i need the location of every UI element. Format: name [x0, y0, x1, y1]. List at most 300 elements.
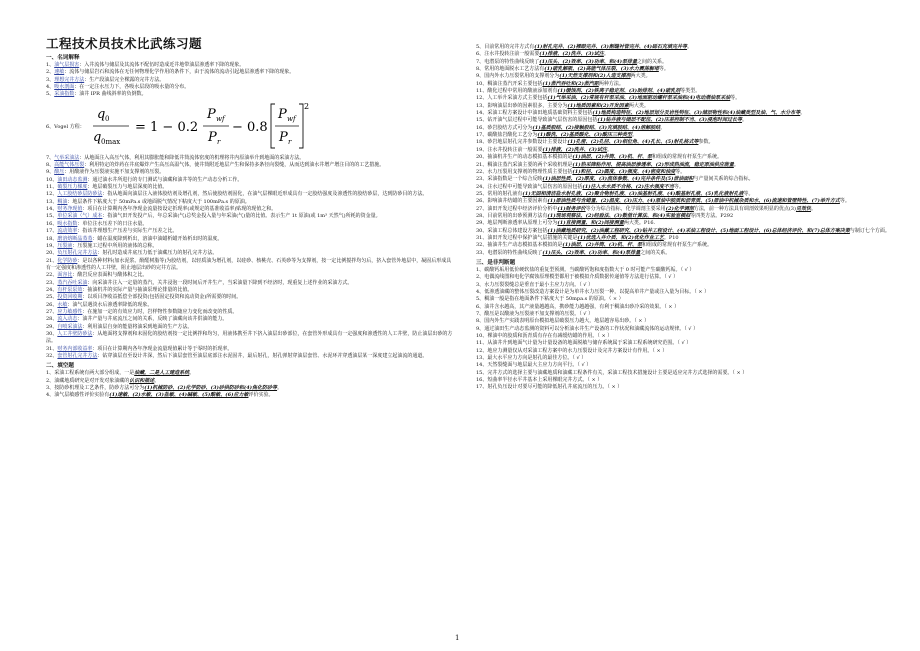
bracket-left — [271, 104, 275, 148]
qmax-denom: q — [92, 129, 102, 145]
pwf-sub: wf — [215, 114, 225, 123]
judge-answer: （ × ） — [732, 369, 748, 376]
question-text: 和组成的常规有杆泵生产系统。 — [652, 154, 723, 161]
question-text: 通过油田生产动态监测的资料可以分析油水井生产设备的工作状况和油藏流体的运动规律。 — [484, 325, 685, 332]
term-definition: ：油井产量与井底流压之间的关系，反映了油藏向该井供油的能力。 — [77, 316, 228, 323]
question-text: 与产量间关系的综合指标。 — [693, 176, 754, 183]
question-text: 影响油层出砂的因素很多，主要分为 — [487, 102, 568, 109]
term-name: 投资回收期 — [57, 294, 83, 301]
question-text: 短曲率半径水平井基本上采用裸眼完井方式。 — [487, 377, 588, 384]
fill-item — [476, 242, 896, 249]
question-text: 砂岩地层射孔完井参数设计主要设计 — [487, 139, 568, 146]
item-number: 11、 — [476, 88, 488, 95]
answer-text: (1)注入水水质不合格、(2)注水强度不当 — [582, 183, 674, 190]
item-number: 6、 — [476, 303, 485, 310]
item-number: 3、 — [46, 76, 55, 83]
term-definition: ：地层条件下粘度大于 50mPa.s 或地面脱气情况下粘度大于 100mPa.s 的原油。 — [67, 198, 250, 205]
item-number: 9、 — [476, 73, 485, 80]
term-name: 面容比 — [57, 272, 73, 279]
question-text: 和组成的常规有杆泵生产系统。 — [642, 242, 713, 249]
term-item — [46, 280, 456, 287]
formula-svg — [89, 100, 309, 154]
judge-item — [476, 296, 896, 303]
question-text: 完井方式的选择主要与油藏地质和油藏工程条件有关，采油工程技术措施设计主要是适应完井方式选择的需要。 — [487, 369, 733, 376]
judge-list — [476, 267, 896, 392]
term-definition: ：入井流体与储层及其流体不配伍时造成近井地带油层渗透率下降的现象。 — [79, 62, 245, 68]
fill-list-right — [476, 44, 896, 257]
term-definition: ：蜡在温度降到析出，溶油中油蜡析蜡开始析出时的温度。 — [92, 235, 223, 242]
item-number: 23、 — [476, 176, 488, 183]
question-text: 电潜泵的特性曲线反映了 — [484, 58, 540, 65]
judge-item — [476, 362, 896, 369]
term-definition: ：从地面注入高压气体，利用其膨胀能和降低井筒流体密度的机理将井内原油举升到地面的采油方法。 — [79, 154, 305, 161]
item-number: 16、 — [476, 377, 488, 384]
item-number: 24、 — [46, 286, 58, 293]
item-number: 32、 — [476, 242, 488, 249]
question-text: 按防砂机理及工艺条件，防砂方法可分为 — [54, 385, 145, 392]
term-definition: ：单位注水压差下的日注水量。 — [77, 220, 148, 227]
question-text: 油藏地质研究是对开发对象油藏的 — [54, 377, 130, 384]
page-title: 工程技术员技术比武练习题 — [46, 36, 203, 51]
term-definition: ：在一定注水压力下，各吸水层段的吸水量的分布。 — [74, 84, 190, 91]
q0-numer-sub: 0 — [104, 114, 110, 123]
question-text: 。 — [632, 132, 638, 139]
section-terms-heading: 一、名词解释 — [46, 55, 80, 61]
term-definition: ：压裂施工过程中所用的液体的总称。 — [72, 242, 158, 249]
judge-answer: （ √ ） — [577, 362, 592, 369]
question-text: 采油指数是一个综合反映 — [487, 176, 543, 183]
fill-item — [476, 103, 896, 110]
answer-text: (1)油层、(2)井筒、(3)机、杆、泵 — [562, 242, 643, 249]
judge-answer: （ × ） — [587, 377, 603, 384]
item-number: 14、 — [476, 362, 488, 369]
answer-text: (1)地质因素和(2)开发因素 — [567, 102, 629, 109]
judge-answer: （ × ） — [694, 289, 710, 295]
question-text: 等。 — [839, 198, 850, 205]
right-column — [476, 44, 896, 392]
term-item — [46, 272, 456, 279]
item-number: 26、 — [476, 198, 488, 205]
fill-item — [476, 206, 896, 213]
question-text: 注水井投转注前一般需要 — [487, 146, 543, 153]
item-number: 4、 — [46, 84, 55, 91]
judge-answer: （ × ） — [608, 296, 624, 303]
answer-text: (1)优选入井介质、和(2)优化作业工艺 — [577, 234, 664, 241]
question-text: 国内外生产实践表明原台模拟地层破裂压力越大，地层越容易出砂。 — [484, 318, 635, 325]
term-item — [46, 258, 456, 273]
question-text: 低渗透油藏的整体压裂改造方案设计是为单井水力压裂一种，以提高单井产量或注入量为目标。 — [484, 289, 695, 295]
term-name: 磨溶熔断晶蒸蒸 — [57, 235, 93, 242]
item-number: 16、 — [476, 124, 488, 131]
term-definition: ：向采油井注入一定量的蒸汽，关井浸泡一段时间后开井生产，当采油量下降到不经济时，现重复上述作业的采油方式。 — [87, 279, 353, 286]
question-text: 采油工程系统有两大部分组成，一是 — [54, 370, 135, 377]
pr-denom: P — [207, 129, 217, 145]
item-number: 7、 — [46, 154, 55, 161]
fill-item — [476, 184, 896, 191]
item-number: 17、 — [476, 132, 488, 139]
question-text: 酸压是以酸液为压裂液不加支撑剂的压裂。 — [484, 311, 580, 318]
item-number: 31、 — [476, 234, 488, 241]
question-text: 碳酸钙垢用低价硬软盐的重复型预测。当碳酸钙饱和度指数大于 0 时可能产生碳酸钙垢。 — [484, 266, 681, 273]
term-definition: ：项目在计算期内各年净现金流量现值累计等于零时的折现率。 — [92, 345, 233, 352]
fill-item — [476, 73, 896, 80]
item-number: 31、 — [46, 345, 58, 352]
question-text: 钻开油气层过程中可能导致油气层伤害的原因包括 — [487, 117, 598, 124]
item-number: 3、 — [476, 281, 485, 288]
answer-text: (1)热采降粘作用、提高油层渗透率、(2)形成热油流，稳定原油供应能量 — [572, 161, 734, 168]
item-number: 11、 — [476, 340, 488, 347]
question-text: 方法，前一种方法具有调剖效果明显的优点(3) — [693, 205, 796, 212]
question-text: 两大类。 — [628, 102, 649, 109]
item-number: 12、 — [476, 95, 488, 102]
question-text: 采油工程总体建设方案包括 — [487, 227, 548, 234]
question-text: 碳酸盐岩酸化工艺分为 — [487, 132, 538, 139]
judge-answer: （ √ ） — [664, 274, 679, 281]
answer-text: (1)气举采油、(2)常规有杆泵采油、(3)地面驱动螺杆泵采油和(4)电动潜油泵采油 — [547, 95, 731, 102]
bracket-right — [299, 104, 303, 148]
term-item — [46, 228, 456, 235]
term-name: 吸水指数 — [57, 220, 78, 227]
question-text: 之间的关系。 — [637, 58, 668, 65]
item-number: 15、 — [476, 117, 488, 124]
fill-item — [476, 162, 896, 169]
left-column — [46, 52, 456, 400]
fill-item — [476, 220, 896, 227]
section-fill-heading: 二、填空题 — [46, 363, 74, 370]
section-judge-heading: 三、是非判断题 — [476, 259, 516, 266]
question-text: 与制订七个方面。 — [849, 227, 890, 234]
fill-item — [476, 59, 896, 66]
pwf-sub-2: wf — [286, 114, 296, 123]
judge-item — [476, 274, 896, 281]
item-number: 29、 — [46, 323, 58, 330]
term-item — [46, 169, 456, 176]
answer-text: (1)油层、(2)井筒、(3)机、杆、泵 — [572, 154, 653, 161]
answer-text: (1)机械防砂、(2)化学防砂、(3)砂拱防砂和(4)焦化防砂等 — [144, 385, 278, 392]
item-number: 21、 — [476, 161, 488, 168]
answer-text: (1)速敏、(2)水敏、(3)盐敏、(4)碱敏、(5)酸敏、(6)应力敏 — [109, 392, 249, 399]
answer-text: (1)基质胶结、(2)接触胶结、(3)充填胶结、(4)溶解胶结 — [532, 124, 661, 131]
item-number: 15、 — [476, 369, 488, 376]
question-text: 。P10 — [663, 234, 679, 241]
item-number: 32、 — [46, 353, 58, 359]
answer-text: (1)财务评价 — [557, 205, 586, 212]
question-text: 等类型。 — [680, 88, 701, 95]
item-number: 1、 — [46, 370, 55, 377]
page-number: 1 — [455, 634, 460, 642]
pr-sub: r — [216, 137, 221, 146]
term-item — [46, 91, 456, 98]
question-text: 电潜泵的特性曲线反映了 — [487, 249, 543, 256]
question-text: 油井含水越高，其产液量越越高，携砂能力越越强，有利于稠油出砂冷采的效果。 — [484, 303, 665, 310]
item-number: 24、 — [476, 183, 488, 190]
pwf-numer: P — [206, 106, 216, 122]
question-text: 两种方法。 — [598, 80, 624, 87]
question-text: 水力压裂用支撑剂的物理性质主要包括 — [487, 168, 573, 175]
item-number: 6、 — [476, 51, 485, 58]
question-text: 稠油一般是指在地面条件下粘度大于 50mpa.s 的原油。 — [484, 296, 609, 303]
item-number: 30、 — [476, 227, 488, 234]
answer-text: (1)破乳解吸、(2)高能气体压裂、(3)水力震荡解堵 — [544, 66, 659, 73]
term-definition: ：通过油水井所进行的专门测试与油藏和油井等的生产动态分析工作。 — [87, 176, 243, 183]
term-name: 破裂压力梯度 — [57, 184, 88, 191]
question-text: 。 — [800, 110, 806, 117]
answer-text: (1)粒径、(2)圆度、(3)强度、(4)密度和浊度 — [572, 168, 676, 175]
item-number: 5、 — [46, 91, 55, 98]
item-number: 25、 — [476, 190, 488, 197]
question-text: 参数。 — [698, 139, 714, 146]
term-name: 蒸汽吞吐采油 — [57, 279, 88, 286]
item-number: 28、 — [476, 212, 488, 219]
item-number: 25、 — [46, 294, 58, 301]
term-definition: ：项目在计算期内各年净现金流量按设定折现率(或规定的基准收益率)贴现的现值之和。 — [82, 206, 277, 213]
question-text: 酸化过程中常用的酸液添加剂有 — [487, 88, 558, 95]
question-text: 等。 — [675, 168, 686, 175]
judge-answer: （ × ） — [597, 333, 613, 340]
term-name: 有杆泵泵效 — [57, 286, 83, 293]
question-text: 。 — [189, 370, 195, 377]
fill-item — [476, 51, 896, 58]
fill-item — [46, 378, 456, 385]
item-number: 12、 — [476, 347, 488, 354]
item-number: 5、 — [476, 296, 485, 303]
qmax-denom-sub: 0max — [100, 137, 120, 146]
answer-text: (1)酸洗、(2)基质酸化、(3)酸压三种类型 — [537, 132, 633, 139]
judge-item — [476, 304, 896, 311]
question-text: 天然裂缝面与地层最大主应力方向平行。 — [487, 362, 578, 369]
term-item — [46, 77, 456, 84]
judge-item — [476, 326, 896, 333]
fill-item — [476, 139, 896, 146]
item-number: 10、 — [476, 80, 488, 87]
answer-text: (1)天然支撑剂和(2)人造支撑剂 — [559, 73, 631, 80]
term-name: 水敏 — [57, 301, 68, 308]
judge-answer: （ √ ） — [579, 281, 594, 288]
term-definition: ：指从地面向油层注入液体胶结剂及增孔剂，然后使胶结剂固化，在油气层裸眼近形成具有一定胶结强度及渗透性的胶结砂层，达到防砂目的方法。 — [102, 191, 428, 198]
fill-item — [476, 81, 896, 88]
question-text: 评价实验。 — [248, 392, 274, 399]
question-text: 油田开发过程中保护油气层措施的关键是 — [487, 234, 578, 241]
item-number: 2、 — [46, 69, 55, 76]
term-name: 人工胶结砂层防砂法 — [57, 191, 103, 198]
fill-item — [46, 392, 456, 399]
term-item — [46, 69, 456, 76]
fill-item — [476, 154, 896, 161]
item-number: 18、 — [46, 235, 58, 242]
question-text: 之间的关系。 — [640, 249, 671, 256]
item-number: 10、 — [476, 333, 488, 340]
judge-answer: （ √ ） — [677, 340, 692, 347]
term-name: 财务内部收益率 — [57, 345, 93, 352]
term-name: 理想完井方法 — [54, 76, 85, 83]
answer-text: (1)现场观察法、(2)经验法、(3)数值计算法、和(4)实验室模拟 — [547, 212, 691, 219]
item-number: 1、 — [476, 266, 485, 273]
answer-text: (1)油层性质、(2)厚度、(3)流体参数、(4)完井条件及(5)泄油面积 — [542, 176, 694, 183]
term-item — [46, 177, 456, 184]
item-number: 8、 — [476, 318, 485, 325]
answer-text: (1)原油性质与含蜡量、(2)温度、(3)压力、(4)原油中胶质和沥青质、(5)原油中机械杂质和水、(6)流速和管壁特性、(7)举升方式 — [547, 198, 840, 205]
fill-item — [476, 117, 896, 124]
term-name: 采油指数 — [54, 91, 75, 98]
term-item — [46, 353, 456, 360]
term-definition: ：是以各种材料(加水泥浆、酚醛树脂等)为胶结剂，以轻质油为增孔剂，以硅砂、核桃壳、石英砂等为支撑剂，按一定比例搅拌均匀后，挤入套管外地层中，凝固后形成具有一定强度和渗透性的人工井壁，阻止地层出砂的完井方法。 — [46, 257, 452, 271]
term-item — [46, 316, 456, 323]
judge-item — [476, 282, 896, 289]
item-number: 9、 — [476, 325, 485, 332]
term-name: 套管射孔完井方法 — [57, 353, 98, 359]
question-text: 稠油注蒸汽采油主要的两个采收机理是 — [487, 161, 573, 168]
term-name: 油田动态监测 — [57, 176, 88, 183]
term-name: 流动效率 — [57, 228, 78, 235]
item-number: 7、 — [476, 58, 485, 65]
item-number: 30、 — [46, 330, 58, 337]
question-text: 地层判断渗透率从原理上可分为 — [487, 220, 558, 227]
term-item — [46, 213, 456, 220]
question-text: 稠油注蒸汽开采主要包括 — [487, 80, 543, 87]
term-definition: ：以项目净收益抵偿全部投资(包括固定投资和流动资金)所需要的时间。 — [82, 294, 242, 301]
answer-text: (1)钻井液与储层不配伍、(2)压差控制不当、(3)浸泡时间过长等 — [597, 117, 743, 124]
question-text: 等。 — [658, 66, 669, 73]
question-text: 等四类方法。P292 — [690, 212, 734, 219]
question-text: 等。 — [673, 183, 684, 190]
answer-text: (1)孔密、(2)孔径、(3)相位角、(4)孔长、(5)射孔格式等 — [567, 139, 699, 146]
item-number: 10、 — [46, 176, 58, 183]
term-definition: ：射孔时造成井底压力低于油藏压力的射孔完井方法。 — [97, 250, 218, 257]
term-name: 化学防砂 — [57, 257, 78, 264]
question-text: 水力压裂裂缝总是垂直于最小主应力方向。 — [484, 281, 580, 288]
term-definition: ：流体与储层岩石和流体在无任何物理化学作用的条件下，由于流体的流动引起地层渗透率下降的现象。 — [64, 69, 295, 76]
item-number: 19、 — [46, 242, 58, 249]
term-name: 自喷采油法 — [57, 323, 83, 330]
question-text: 射孔负压设计对要尽可能的降低射孔井底流压的压力。 — [487, 384, 608, 391]
question-text: 电偶流线图和电化学腐蚀原理模型都用于被模拟介质数据传递值等方法进行估算。 — [484, 274, 665, 281]
terms-list-b — [46, 155, 456, 361]
answer-text: (1)排液、(2)洗井、(3)试注 — [542, 146, 608, 153]
term-item — [46, 324, 456, 331]
item-number: 7、 — [476, 311, 485, 318]
term-definition: ：用酸液作为压裂液实施不加支撑剂的压裂。 — [64, 169, 165, 176]
question-text: 从油井升到地面气计量为计量设备的地面脱敏与储存系统属于采油工程系统研究范围。 — [487, 340, 678, 347]
term-name: 流入动态 — [57, 316, 78, 323]
term-name: 酸压 — [54, 169, 65, 176]
question-text: 等。 — [743, 190, 754, 197]
term-name: 负压射孔完井方法 — [57, 250, 98, 257]
answer-text: (1)直接测量、和(2)间接测量 — [557, 220, 624, 227]
question-text: 等分为综合指标，化学调剖主要采用 — [585, 205, 666, 212]
item-number: 19、 — [476, 146, 488, 153]
question-text: 。 — [603, 51, 609, 58]
answer-text: 油藏，二是人工建造系统 — [134, 370, 190, 377]
term-name: 财务净现值 — [57, 206, 83, 213]
item-number: 28、 — [46, 316, 58, 323]
question-text: 目前常用的出砂预测方法有 — [487, 212, 548, 219]
answer-text: (2)化学调剖 — [665, 205, 694, 212]
term-name: 高能气体压裂 — [54, 162, 85, 169]
term-definition: ：抽油机井的实际产量与抽油泵理论排量的比值。 — [82, 286, 193, 293]
term-name: 人工井壁防砂法 — [57, 330, 93, 337]
term-name: 压裂液 — [57, 242, 73, 249]
question-text: 人工举升采油方式主要包括 — [487, 95, 548, 102]
answer-text: (1)地质构造特征、(2)地层划分及岩性特征、(3)储层物性和(4)油藏类型及油、气、水分布等 — [592, 110, 801, 117]
term-definition: ：油气层遇淡水后渗透率降低的现象。 — [67, 301, 153, 308]
question-text: 砂岩胶结方式可分为 — [487, 124, 533, 131]
item-number: 12、 — [46, 191, 58, 198]
question-text: 国内外水力压裂常用的支撑剂分为 — [484, 73, 560, 80]
question-text: 抽油井生产动态模拟基本模拟的是 — [487, 242, 563, 249]
answer-text: (1)无固相清洁盐水射孔液、(2)聚合物射孔液、(3)油基射孔液、(4)酸基射孔液、(5)乳化液射孔液 — [522, 190, 744, 197]
answer-text: (1)油藏地质研究、(2)油藏工程研究、(3)钻井工程设计、(4)采油工程设计、(5)地面工程设计、(6)总体经济评价、和(7)总体方案决策 — [547, 227, 850, 234]
question-text: 。 — [277, 385, 283, 392]
terms-list-a — [46, 62, 456, 99]
term-definition: ：油井 IPR 曲线斜率的负倒数。 — [74, 91, 147, 98]
question-text: 常用的射孔液有 — [487, 190, 523, 197]
fill-item — [46, 370, 456, 377]
question-text: 。 — [733, 161, 739, 168]
item-number: 8、 — [46, 162, 55, 169]
question-text: 裸油中的胶质和沥青质有存在有减缓结蜡的作用。 — [487, 333, 598, 340]
answer-text: (1)蒸汽吞吐和(2)蒸汽驱 — [542, 80, 599, 87]
minus-part: − 0.8 — [231, 119, 268, 135]
item-number: 3、 — [46, 385, 55, 392]
item-number: 22、 — [476, 168, 488, 175]
answer-text: (1)压头、(2)效率、(3)功率、和(4)泵排量 — [539, 58, 638, 65]
term-name: 单位采油（气）成本 — [57, 213, 103, 220]
question-text: 。 — [660, 124, 666, 131]
item-number: 22、 — [46, 272, 58, 279]
answer-text: (1)缓蚀剂、(2)铁离子稳定剂、(3)助排剂、(4)破乳剂 — [557, 88, 681, 95]
question-text: 。 — [154, 377, 160, 384]
answer-text: (1)压头、(2)效率、(3)功率、和(4)泵排量 — [542, 249, 641, 256]
term-definition: ：从地面将支撑剂和未固化的胶结剂按一定比例拌和均匀，用液体携至井下挤入油层出砂部位，在套管外形成具有一定强度和渗透性的人工井壁，防止油层出砂的方法。 — [46, 330, 453, 345]
term-name: 气举采油法 — [54, 154, 80, 161]
item-number: 21、 — [46, 257, 58, 264]
fill-item — [476, 228, 896, 235]
fill-item — [476, 250, 896, 257]
term-definition: ：酸岩反应表面积与酸体积之比。 — [72, 272, 148, 279]
judge-answer: （ √ ） — [579, 311, 594, 318]
exponent: 2 — [303, 101, 309, 111]
judge-item — [476, 340, 896, 347]
judge-answer: （ √ ） — [680, 266, 695, 273]
item-number: 16、 — [46, 220, 58, 227]
eq-part: = 1 − 0.2 — [134, 119, 198, 135]
item-number: 27、 — [46, 308, 58, 315]
pr-sub-2: r — [287, 137, 292, 146]
question-text: 油田开发过程中经济评价分析中 — [487, 205, 558, 212]
judge-item — [476, 348, 896, 355]
question-text: 抽油机井生产的动态模拟基本模拟的是 — [487, 154, 573, 161]
term-name: 速敏 — [54, 69, 65, 76]
term-item — [46, 236, 456, 243]
term-definition: ：指油气田开发投产后，年总采油(气)总奖金投入量与年采油(气)量的比值。表示生产 1t 原油(或 1m³ 天然气)所耗的资金量。 — [102, 213, 381, 220]
item-number: 8、 — [476, 66, 485, 73]
question-text: 注水井投转注前一般需要 — [484, 51, 540, 58]
judge-answer: （ × ） — [652, 347, 668, 354]
term-definition: ：生产段油层完全裸露的完井方法。 — [84, 76, 165, 83]
fill-item — [476, 198, 896, 205]
question-text: 。 — [810, 205, 816, 212]
question-text: 。 — [607, 146, 613, 153]
item-number: 20、 — [46, 250, 58, 257]
item-number: 4、 — [476, 289, 485, 295]
term-item — [46, 302, 456, 309]
question-text: 地应力测量仅从对采油工程方案中的水力压裂设计及完井方案设计有作用。 — [487, 347, 653, 354]
item-number: 4、 — [46, 392, 55, 399]
vogel-formula — [46, 99, 456, 155]
item-number: 2、 — [476, 274, 485, 281]
question-text: 两大类。P16. — [623, 220, 656, 227]
term-definition: ：地层破裂压力与地层深度的比值。 — [87, 184, 168, 191]
